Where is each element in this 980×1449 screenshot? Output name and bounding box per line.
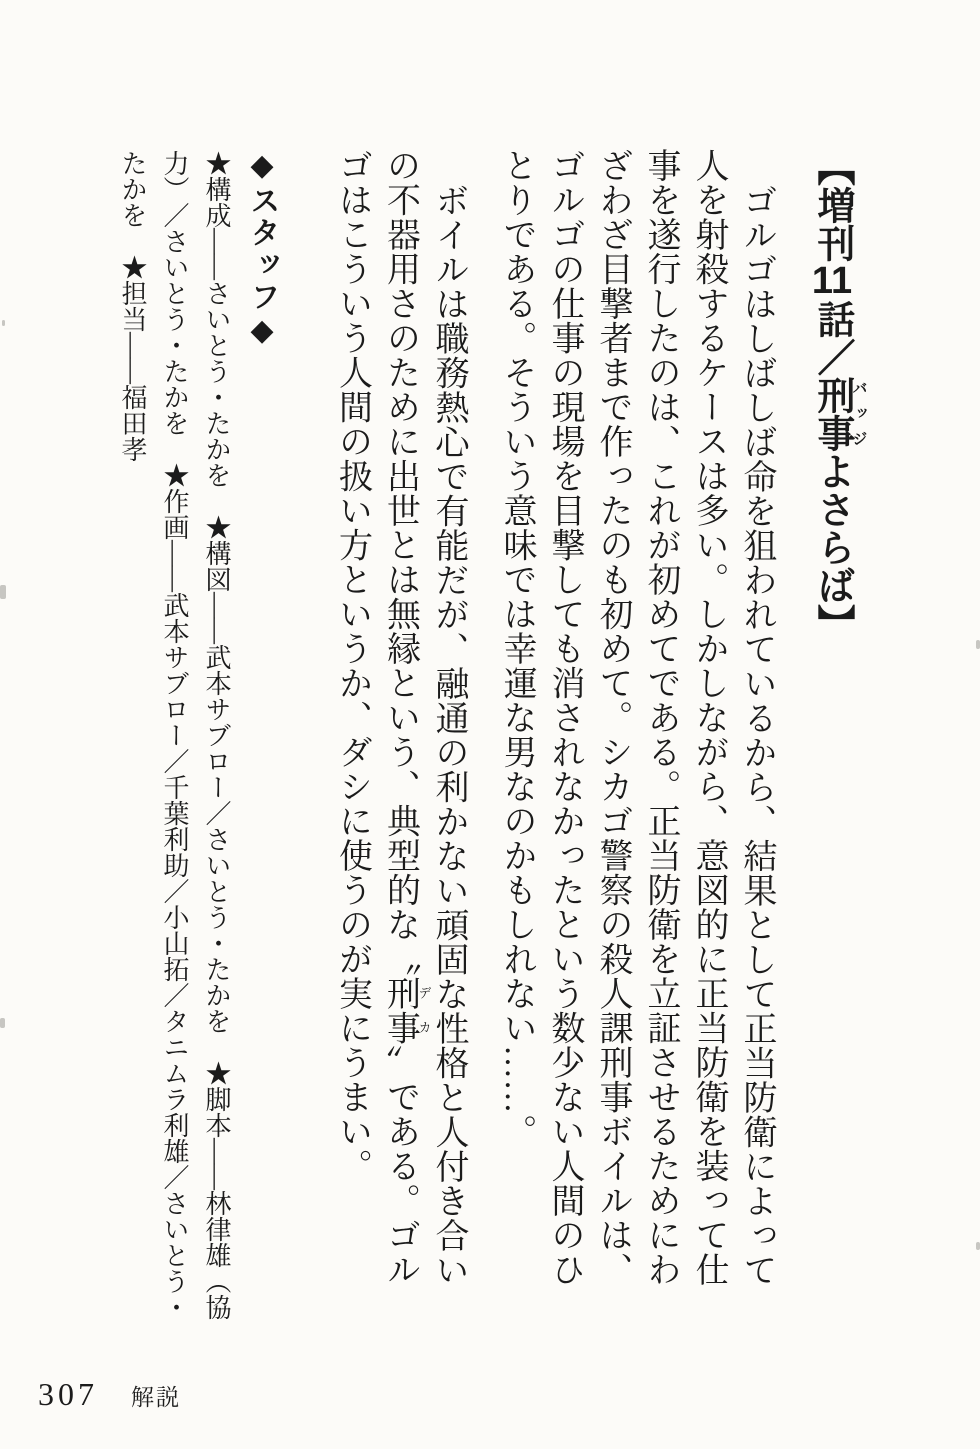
tate-chu-yoko-number: 11 <box>811 262 853 300</box>
ruby-annotation: 刑事デカ <box>381 976 432 1045</box>
section-label: 解説 <box>131 1385 181 1410</box>
page-number: 307 <box>38 1376 98 1412</box>
staff-heading: ◆スタッフ◆ <box>245 148 279 350</box>
commentary-paragraph-2: ボイルは職務熱心で有能だが、融通の利かない頑固な性格と人付き合いの不器用さのために出世とは無縁という、典型的な〝刑事デカ〟である。ゴルゴはこういう人間の扱い方というか、ダシに使うのが実にうまい。 <box>333 148 467 1287</box>
scan-artifact <box>2 320 5 326</box>
scan-artifact <box>976 640 980 649</box>
scan-artifact <box>0 585 6 599</box>
scan-artifact <box>976 1242 980 1250</box>
commentary-paragraph-1: ゴルゴはしばしば命を狙われているから、結果として正当防衛によって人を射殺するケースは多い。しかしながら、意図的に正当防衛を装って仕事を遂行したのは、これが初めてである。正当防衛を立証させるためにわざわざ目撃者まで作ったのも初めて。シカゴ警察の殺人課刑事ボイルは、ゴルゴの仕事の現場を目撃しても消されなかったという数少ない人間のひとりである。そういう意味では幸運な男なのかもしれない……。 <box>498 148 775 1287</box>
commentary-body <box>240 148 871 1298</box>
episode-title: 【増刊11話／刑事バッジよさらば】 <box>811 148 868 642</box>
staff-credits: ★構成――さいとう・たかを ★構図――武本サブロー／さいとう・たかを ★脚本――林律雄（協力）／さいとう・たかを ★作画――武本サブロー／千葉利助／小山拓／タニムラ利雄／さいとう・たかを ★担当――福田孝 <box>118 150 231 1320</box>
ruby-annotation: 刑事バッジ <box>811 376 868 452</box>
scan-artifact <box>0 1018 5 1028</box>
page-footer <box>38 1376 181 1413</box>
